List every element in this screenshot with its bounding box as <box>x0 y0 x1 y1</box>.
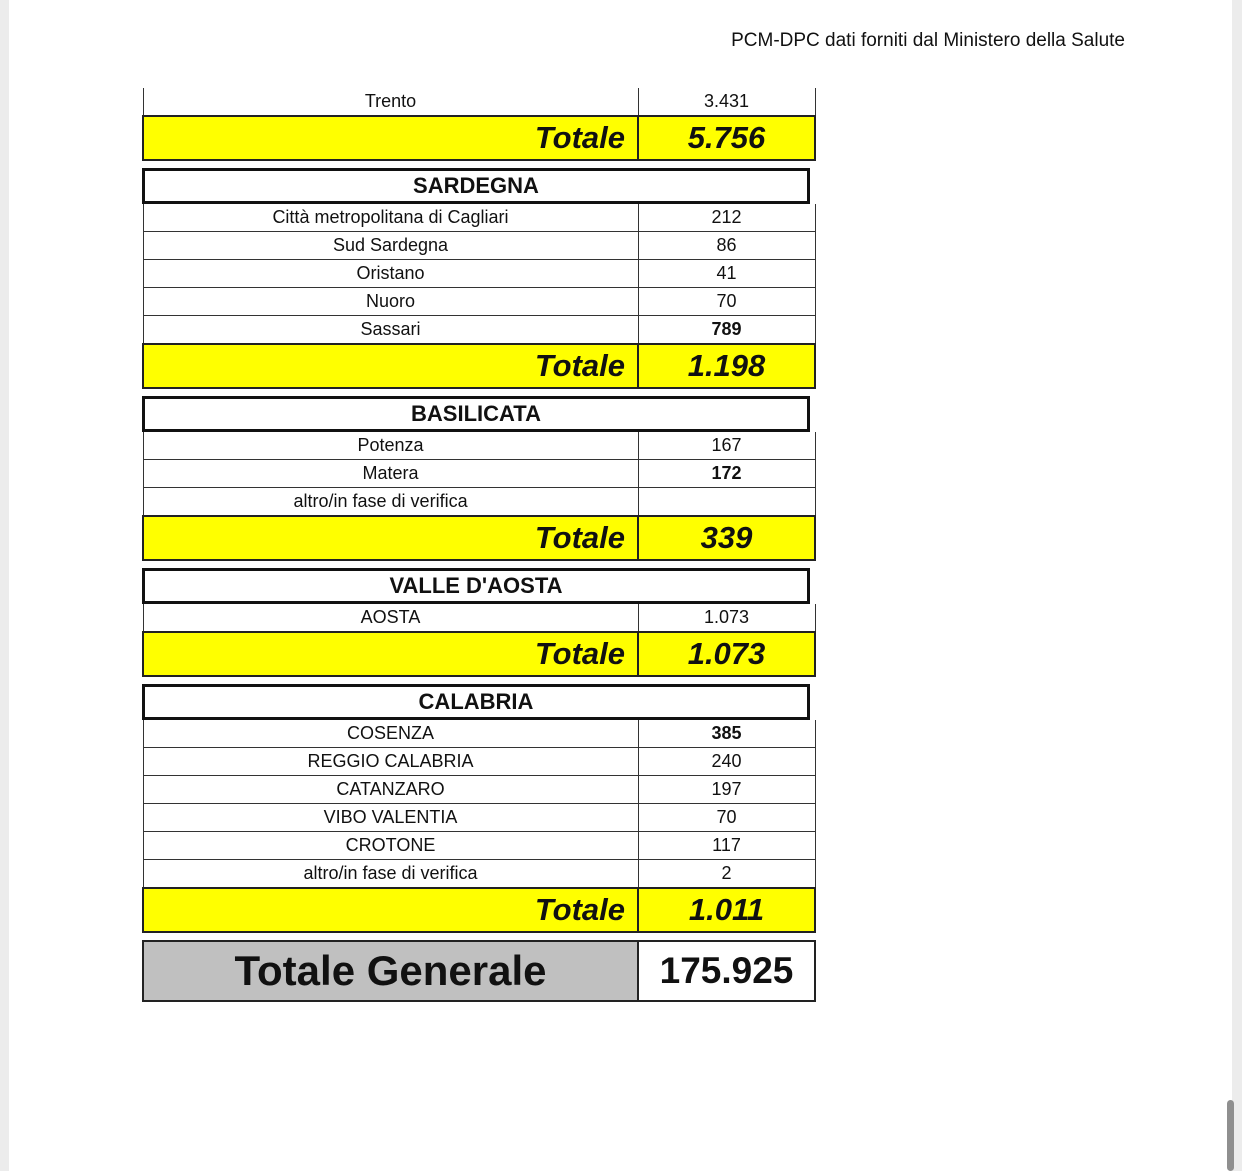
province-name: CROTONE <box>143 832 638 860</box>
table-row <box>143 260 815 288</box>
province-name: COSENZA <box>143 720 638 748</box>
province-name: Sassari <box>143 316 638 345</box>
table-row <box>143 488 815 517</box>
province-name: altro/in fase di verifica <box>143 488 638 517</box>
province-value: 172 <box>638 460 815 488</box>
valle-daosta-table <box>142 604 816 677</box>
table-row <box>143 316 815 345</box>
province-name: Potenza <box>143 432 638 460</box>
total-label: Totale <box>143 344 638 388</box>
total-row <box>143 516 815 560</box>
table-row <box>143 776 815 804</box>
table-row <box>143 720 815 748</box>
table-row <box>143 604 815 632</box>
province-name: Città metropolitana di Cagliari <box>143 204 638 232</box>
region-header-sardegna: SARDEGNA <box>142 168 810 204</box>
sardegna-table <box>142 204 816 389</box>
trentino-table <box>142 88 816 161</box>
total-row <box>143 632 815 676</box>
province-value: 1.073 <box>638 604 815 632</box>
province-value: 3.431 <box>638 88 815 116</box>
data-sheet <box>142 88 814 1002</box>
region-header-calabria: CALABRIA <box>142 684 810 720</box>
total-label: Totale <box>143 516 638 560</box>
total-value: 339 <box>638 516 815 560</box>
province-value: 167 <box>638 432 815 460</box>
total-value: 1.073 <box>638 632 815 676</box>
region-header-basilicata: BASILICATA <box>142 396 810 432</box>
table-row <box>143 748 815 776</box>
table-row <box>143 232 815 260</box>
basilicata-table <box>142 432 816 561</box>
province-value: 70 <box>638 288 815 316</box>
source-caption: PCM-DPC dati forniti dal Ministero della Salute <box>731 30 1125 51</box>
grand-total-row <box>143 941 815 1001</box>
total-value: 5.756 <box>638 116 815 160</box>
province-name: REGGIO CALABRIA <box>143 748 638 776</box>
province-value: 117 <box>638 832 815 860</box>
province-name: VIBO VALENTIA <box>143 804 638 832</box>
table-row <box>143 288 815 316</box>
table-row <box>143 860 815 889</box>
province-value: 86 <box>638 232 815 260</box>
province-name: CATANZARO <box>143 776 638 804</box>
calabria-table <box>142 720 816 933</box>
province-name: AOSTA <box>143 604 638 632</box>
total-label: Totale <box>143 888 638 932</box>
table-row <box>143 88 815 116</box>
table-row <box>143 460 815 488</box>
total-label: Totale <box>143 632 638 676</box>
province-value: 212 <box>638 204 815 232</box>
grand-total-table <box>142 940 816 1002</box>
total-row <box>143 888 815 932</box>
province-value: 385 <box>638 720 815 748</box>
province-value: 240 <box>638 748 815 776</box>
table-row <box>143 204 815 232</box>
total-row <box>143 116 815 160</box>
province-name: Nuoro <box>143 288 638 316</box>
scrollbar-thumb[interactable] <box>1227 1100 1234 1171</box>
province-value: 789 <box>638 316 815 345</box>
province-name: Sud Sardegna <box>143 232 638 260</box>
province-value: 70 <box>638 804 815 832</box>
grand-total-value: 175.925 <box>638 941 815 1001</box>
total-label: Totale <box>143 116 638 160</box>
province-value: 2 <box>638 860 815 889</box>
table-row <box>143 832 815 860</box>
table-row <box>143 804 815 832</box>
province-value: 197 <box>638 776 815 804</box>
document-page <box>9 0 1232 1171</box>
total-value: 1.198 <box>638 344 815 388</box>
province-name: Trento <box>143 88 638 116</box>
province-value: 41 <box>638 260 815 288</box>
total-row <box>143 344 815 388</box>
table-row <box>143 432 815 460</box>
province-name: Matera <box>143 460 638 488</box>
province-name: Oristano <box>143 260 638 288</box>
grand-total-label: Totale Generale <box>143 941 638 1001</box>
province-value <box>638 488 815 517</box>
total-value: 1.011 <box>638 888 815 932</box>
region-header-valle-daosta: VALLE D'AOSTA <box>142 568 810 604</box>
province-name: altro/in fase di verifica <box>143 860 638 889</box>
